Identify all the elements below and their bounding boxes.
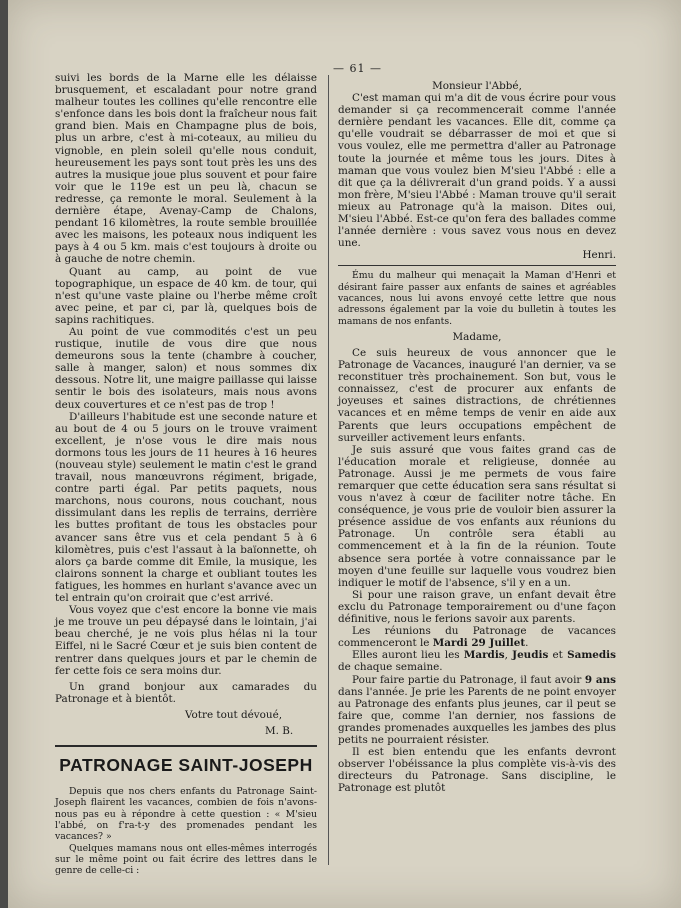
letter-salutation: Monsieur l'Abbé, xyxy=(432,80,522,92)
body-paragraph: Elles auront lieu les Mardis, Jeudis et Samedis de chaque semaine. xyxy=(338,649,616,674)
and-word: et xyxy=(552,649,563,662)
body-paragraph: Si pour une raison grave, un enfant devait être exclu du Patronage temporairement ou d'une façon définitive, nous le ferions savoir aux parents. xyxy=(338,588,616,626)
letter-paragraph: D'ailleurs l'habitude est une seconde nature et au bout de 4 ou 5 jours on le trouve vraiment excellent, je n'ose vous le dire mais nous dormons tous les jours de 11 heures à 16 heures (nouveau style) seulement le matin c'est le grand travail, nous manœuvrons régiment, brigade, contre parti égal. Par petits paquets, nous marchons, nous courons, nous couchant, nous dissimulant dans les replis de terrains, derrière les buttes profitant de tous les obstacles pour avancer sans être vus et cela pendant 5 à 6 kilomètres, puis c'est l'assaut à la baïonnette, oh alors ça barde comme dit Emile, la musique, les clairons sonnent la charge et oubliant toutes les fatigues, les hommes en hurlant s'avance avec un tel entrain qu'on croirait que c'est arrivé. xyxy=(55,410,317,605)
note-divider xyxy=(338,265,616,266)
start-text: Les réunions du Patronage de vacances commenceront le xyxy=(338,625,616,650)
start-date: Mardi 29 Juillet xyxy=(432,637,526,650)
letter-paragraph: Au point de vue commodités c'est un peu rustique, inutile de vous dire que nous demeurons sous la tente (chambre à coucher, salle à manger, salon) et nous sommes dix dessous. Notre lit, une maigre paillasse qui laisse sentir le bois des isolateurs, mais nous avons deux couvertures et ce n'est pas de trop ! xyxy=(55,325,317,411)
letter-paragraph: Vous voyez que c'est encore la bonne vie mais je me trouve un peu dépaysé dans le lointain, j'ai beau cherché, je ne vois plus hélas ni la tour Eiffel, ni le Sacré Cœur et je suis bien content de rentrer dans quelques jours et par le chemin de fer cette fois ce sera moins dur. xyxy=(55,604,317,677)
body-paragraph xyxy=(338,674,616,747)
body-paragraph: Les réunions du Patronage de vacances commenceront le Mardi 29 Juillet. xyxy=(338,625,616,650)
body-paragraph: Je suis assuré que vous faites grand cas de l'éducation morale et religieuse, donnée au Patronage. Aussi je me permets de vous faire remarquer que cette éducation sera sans résultat si vous n'avez à cœur de faciliter notre tâche. En conséquence, je vous prie de vouloir bien assurer la présence assidue de vos enfants aux réunions du Patronage. Un contrôle sera établi au commencement et à la fin de la réunion. Toute absence sera portée à votre connaissance par le moyen d'une feuille sur laquelle vous voudrez bien indiquer le motif de l'absence, s'il y en a un. xyxy=(338,443,616,589)
left-column xyxy=(55,72,317,876)
days-text: Elles auront lieu les xyxy=(352,649,460,662)
intro-paragraph: Depuis que nos chers enfants du Patronage Saint-Joseph flairent les vacances, combien de fois n'avons-nous pas eu à répondre à cette question : « M'sieu l'abbé, on f'ra-t-y des promenades pendant les vacances? » xyxy=(55,786,317,843)
letter-signature: M. B. xyxy=(265,724,294,737)
day-saturday: Samedis xyxy=(567,649,616,662)
section-divider xyxy=(55,745,317,747)
day-thursday: Jeudis xyxy=(512,649,549,662)
days-tail: de chaque semaine. xyxy=(338,661,443,674)
body-paragraph: Il est bien entendu que les enfants devront observer l'obéissance la plus complète vis-à-vis des directeurs du Patronage. Sans discipline, le Patronage est plutôt xyxy=(338,746,616,795)
letter-closing: Votre tout dévoué, xyxy=(185,708,283,721)
editorial-note: Ému du malheur qui menaçait la Maman d'Henri et désirant faire passer aux enfants de saines et agréables vacances, nous lui avons envoyé cette lettre que nous adressons également par la voie du bulletin à toutes les mamans de nos enfants. xyxy=(338,270,616,327)
child-letter: C'est maman qui m'a dit de vous écrire pour vous demander si ça recommencerait comme l'année dernière pendant les vacances. Elle dit, comme ça qu'elle voudrait se débarrasser de moi et que si vous voulez, elle me permettra d'aller au Patronage toute la journée et même tous les jours. Dites à maman que vous voulez bien M'sieu l'Abbé : elle a dit que ça la délivrerait d'un grand poids. Y a aussi mon frère, M'sieu l'Abbé : Maman trouve qu'il serait mieux au Patronage qu'à la maison. Dites oui, M'sieu l'Abbé. Est-ce qu'on fera des ballades comme l'année dernière : vous savez vous nous en devez une. xyxy=(338,92,616,250)
intro-paragraph: Quelques mamans nous ont elles-mêmes interrogés sur le même point ou fait écrire des lettres dans le genre de celle-ci : xyxy=(55,842,317,877)
letter-paragraph: suivi les bords de la Marne elle les délaisse brusquement, et escaladant pour notre grand malheur toutes les collines qu'elle rencontre elle s'enfonce dans les bois dont la fraîcheur nous fait grand bien. Mais en Champagne plus de bois, plus un arbre, c'est à mi-coteaux, au milieu du vignoble, en plein soleil qu'elle nous conduit, heureusement les pays sont tout près les uns des autres la musique joue plus souvent et pour faire voir que le 119e est un peu là, chacun se redresse, ça remonte le moral. Seulement à la dernière étape, Avenay-Camp de Chalons, pendant 16 kilomètres, la route semble brouillée avec les maisons, les poteaux nous indiquent les pays à 4 ou 5 km. mais c'est toujours à droite ou à gauche de notre chemin. xyxy=(55,72,317,266)
madame-salutation: Madame, xyxy=(452,330,502,343)
letter-paragraph: Quant au camp, au point de vue topographique, un espace de 40 km. de tour, qui n'est qu'une vaste plaine ou l'herbe même croît avec peine, et par ci, par là, quelques bois de sapins rachitiques. xyxy=(55,265,317,326)
age-value: 9 ans xyxy=(584,673,616,686)
day-tuesday: Mardis xyxy=(463,649,505,662)
section-headline: PATRONAGE SAINT-JOSEPH xyxy=(59,755,313,776)
page-number: — 61 — xyxy=(333,62,382,75)
body-paragraph: Ce suis heureux de vous annoncer que le Patronage de Vacances, inauguré l'an dernier, va se reconstituer très prochainement. Son but, vous le connaissez, c'est de procurer aux enfants de joyeuses et saines distractions, de chrétiennes vacances et en même temps de venir en aide aux Parents que leurs occupations empêchent de surveiller activement leurs enfants. xyxy=(338,346,616,444)
child-signature: Henri. xyxy=(582,249,616,262)
letter-paragraph: Un grand bonjour aux camarades du Patronage et à bientôt. xyxy=(55,680,317,705)
column-divider xyxy=(328,75,329,865)
right-column xyxy=(338,80,616,794)
newspaper-page xyxy=(8,0,681,908)
age-text: Pour faire partie du Patronage, il faut avoir xyxy=(352,673,582,686)
age-tail: dans l'année. Je prie les Parents de ne point envoyer au Patronage des enfants plus jeunes, car il peut se faire que, comme l'an dernier, nos fassions de grandes promenades auxquelles les jambes des plus petits ne pourraient résister. xyxy=(338,685,616,746)
